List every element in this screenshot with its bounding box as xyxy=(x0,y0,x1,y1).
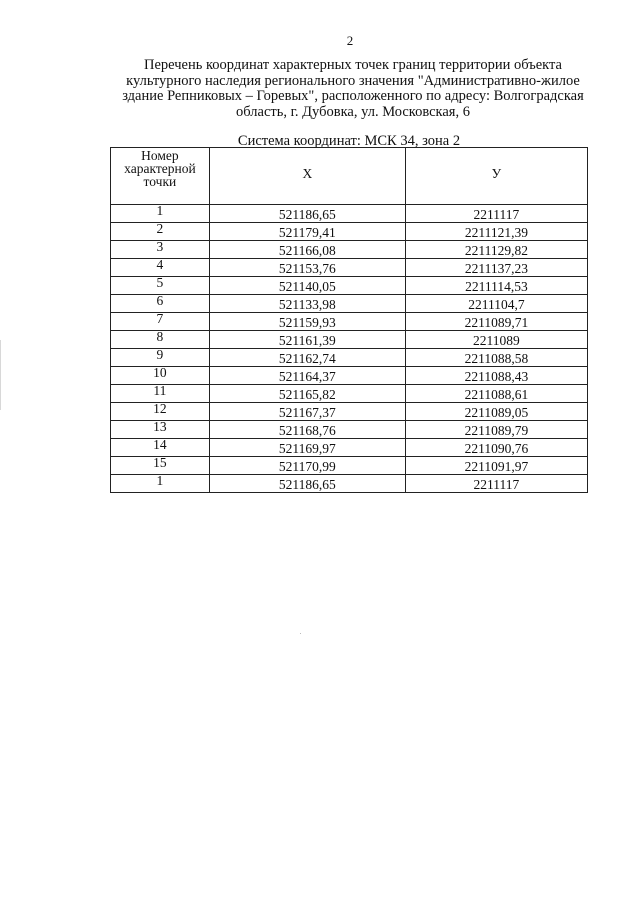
y-coordinate-cell: 2211089,71 xyxy=(405,313,587,331)
table-row xyxy=(111,367,588,385)
point-number-cell: 15 xyxy=(111,457,210,475)
table-body xyxy=(111,205,588,493)
point-number-cell: 5 xyxy=(111,277,210,295)
point-number-cell: 11 xyxy=(111,385,210,403)
point-number-cell: 6 xyxy=(111,295,210,313)
x-coordinate-cell: 521186,65 xyxy=(209,205,405,223)
header-y: У xyxy=(405,148,587,205)
x-coordinate-cell: 521165,82 xyxy=(209,385,405,403)
y-coordinate-cell: 2211121,39 xyxy=(405,223,587,241)
y-coordinate-cell: 2211117 xyxy=(405,205,587,223)
table-row xyxy=(111,403,588,421)
y-coordinate-cell: 2211104,7 xyxy=(405,295,587,313)
x-coordinate-cell: 521164,37 xyxy=(209,367,405,385)
y-coordinate-cell: 2211137,23 xyxy=(405,259,587,277)
point-number-cell: 7 xyxy=(111,313,210,331)
header-x: Х xyxy=(209,148,405,205)
header-point-line: Номер xyxy=(141,148,179,163)
table-row xyxy=(111,457,588,475)
y-coordinate-cell: 2211129,82 xyxy=(405,241,587,259)
y-coordinate-cell: 2211088,61 xyxy=(405,385,587,403)
header-point-line: характерной xyxy=(124,161,196,176)
document-title-line: область, г. Дубовка, ул. Московская, 6 xyxy=(236,103,470,120)
document-title xyxy=(105,58,601,120)
point-number-cell: 2 xyxy=(111,223,210,241)
y-coordinate-cell: 2211089 xyxy=(405,331,587,349)
table-header-row xyxy=(111,148,588,205)
table-row xyxy=(111,331,588,349)
x-coordinate-cell: 521179,41 xyxy=(209,223,405,241)
table-row xyxy=(111,475,588,493)
table-row xyxy=(111,259,588,277)
y-coordinate-cell: 2211091,97 xyxy=(405,457,587,475)
coordinates-table xyxy=(110,147,588,493)
x-coordinate-cell: 521168,76 xyxy=(209,421,405,439)
point-number-cell: 9 xyxy=(111,349,210,367)
x-coordinate-cell: 521162,74 xyxy=(209,349,405,367)
x-coordinate-cell: 521133,98 xyxy=(209,295,405,313)
document-title-line: здание Репниковых – Горевых", расположенного по адресу: Волгоградская xyxy=(122,88,584,104)
point-number-cell: 4 xyxy=(111,259,210,277)
x-coordinate-cell: 521169,97 xyxy=(209,439,405,457)
table-row xyxy=(111,439,588,457)
y-coordinate-cell: 2211117 xyxy=(405,475,587,493)
table-row xyxy=(111,241,588,259)
point-number-cell: 13 xyxy=(111,421,210,439)
table-row xyxy=(111,277,588,295)
point-number-cell: 14 xyxy=(111,439,210,457)
y-coordinate-cell: 2211089,05 xyxy=(405,403,587,421)
point-number-cell: 10 xyxy=(111,367,210,385)
table-row xyxy=(111,223,588,241)
y-coordinate-cell: 2211090,76 xyxy=(405,439,587,457)
x-coordinate-cell: 521166,08 xyxy=(209,241,405,259)
x-coordinate-cell: 521159,93 xyxy=(209,313,405,331)
coordinate-system-caption: Система координат: МСК 34, зона 2 xyxy=(237,133,461,149)
header-point-line: точки xyxy=(143,174,177,189)
document-title-line: культурного наследия регионального значения "Административно-жилое xyxy=(126,72,580,89)
point-number-cell: 12 xyxy=(111,403,210,421)
y-coordinate-cell: 2211088,58 xyxy=(405,349,587,367)
table-row xyxy=(111,349,588,367)
x-coordinate-cell: 521170,99 xyxy=(209,457,405,475)
scan-dot xyxy=(300,633,301,634)
x-coordinate-cell: 521161,39 xyxy=(209,331,405,349)
header-point-number xyxy=(111,148,210,205)
table-row xyxy=(111,313,588,331)
point-number-cell: 1 xyxy=(111,475,210,493)
x-coordinate-cell: 521186,65 xyxy=(209,475,405,493)
point-number-cell: 3 xyxy=(111,241,210,259)
y-coordinate-cell: 2211088,43 xyxy=(405,367,587,385)
page-number: 2 xyxy=(346,33,354,48)
scan-margin-mark xyxy=(0,340,1,410)
point-number-cell: 1 xyxy=(111,205,210,223)
y-coordinate-cell: 2211114,53 xyxy=(405,277,587,295)
table-row xyxy=(111,295,588,313)
document-title-line: Перечень координат характерных точек границ территории объекта xyxy=(144,57,562,73)
x-coordinate-cell: 521167,37 xyxy=(209,403,405,421)
y-coordinate-cell: 2211089,79 xyxy=(405,421,587,439)
point-number-cell: 8 xyxy=(111,331,210,349)
x-coordinate-cell: 521153,76 xyxy=(209,259,405,277)
table-row xyxy=(111,385,588,403)
table-row xyxy=(111,205,588,223)
table-row xyxy=(111,421,588,439)
x-coordinate-cell: 521140,05 xyxy=(209,277,405,295)
